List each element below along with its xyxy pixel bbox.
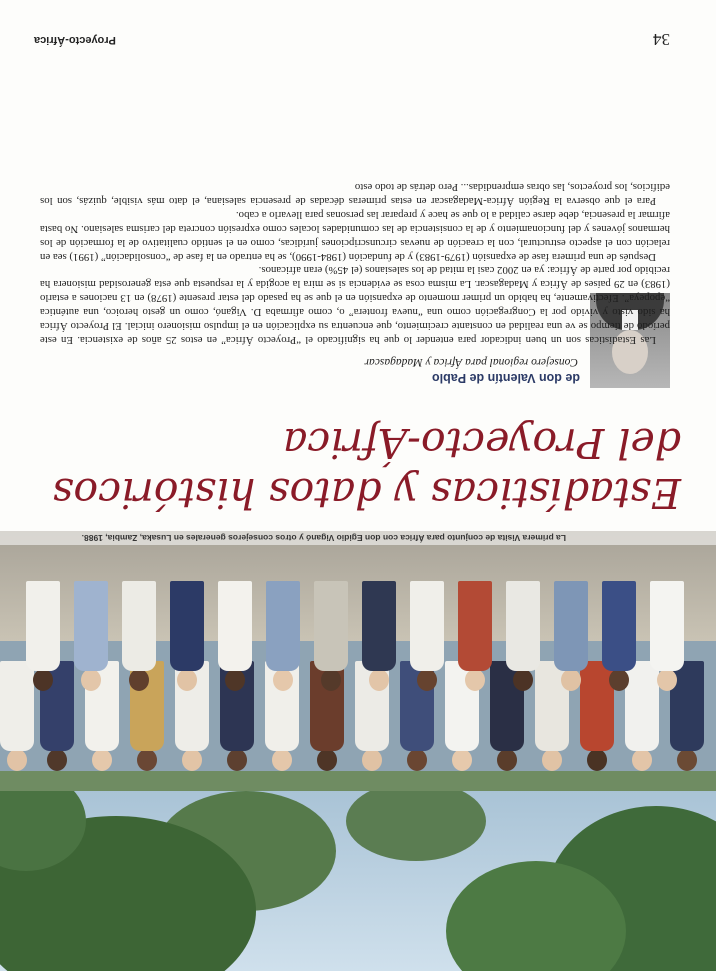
- person: [120, 581, 158, 691]
- person: [312, 581, 350, 691]
- person: [24, 581, 62, 691]
- person: [408, 581, 446, 691]
- paragraph: Para el que observa la Región África-Madagascar en estas primeras décadas de presencia salesiana, el dato más visible, quizás, son los edificios, los proyectos, las obras emprendidas... Pero detrás de todo esto: [40, 181, 670, 207]
- person: [504, 581, 542, 691]
- page-number: 34: [653, 30, 670, 49]
- author-prefix: de: [565, 371, 580, 385]
- running-header: Proyecto-África: [34, 34, 116, 46]
- person: [216, 581, 254, 691]
- paragraph: Después de una primera fase de expansión (1979-1983) y de fundación (1984-1990), se ha entrado en la fase de “consolidación” (1991) sea en relación con el aspecto estructural, con la creación de nuevas circunscripciones jurídicas, como en el sentido cualitativo de la formación de los hermanos jóvenes y del funcionamiento y de la consistencia de las comunidades locales como expresión concreta del carisma salesiano. No basta afirmar la presencia, debe darse calidad a lo que se hace y preparar las personas para llevarlo a cabo.: [40, 208, 670, 263]
- author-role: Consejero regional para África y Madagascar: [364, 356, 578, 368]
- person: [264, 581, 302, 691]
- person: [72, 581, 110, 691]
- author-name: don Valentín de Pablo: [432, 371, 562, 385]
- photo-front-row: [0, 571, 716, 691]
- person: [456, 581, 494, 691]
- person: [600, 581, 638, 691]
- photo-caption: La primera Visita de conjunto para África con don Egidio Viganó y otros consejeros generales en Lusaka, Zambia, 1988.: [0, 531, 716, 545]
- article-body: [40, 179, 670, 346]
- photo-trees: [0, 771, 716, 971]
- group-photo: [0, 531, 716, 971]
- author-byline: [432, 371, 580, 385]
- person: [168, 581, 206, 691]
- paragraph: Las Estadísticas son un buen indicador para entender lo que ha significado el “Proyecto África” en estos 25 años de existencia. En este período de tiempo se ve una realidad en constante crecimiento, que encuentra su explicación en el impulso misionero inicial. El Proyecto África ha sido visto y vivido por la Congregación como una “nueva frontera” o, como afirmaba D. Viganó, como un gesto heroico, una auténtica “epopeya”. Efectivamente, ha habido un primer momento de expansión en el que se ha pasado del estar presente (1978) en 13 naciones a estarlo (1983) en 29 países de África y Madagascar. La misma cosa se evidencia si se mira la acogida y la respuesta que esta generosidad misionera ha recibido por parte de África: ya en 2002 casi la mitad de los salesianos (el 45%) eran africanos.: [40, 264, 670, 346]
- person: [552, 581, 590, 691]
- person: [648, 581, 686, 691]
- person: [360, 581, 398, 691]
- article-title: Estadísticas y datos históricos del Proyecto-África: [52, 419, 681, 517]
